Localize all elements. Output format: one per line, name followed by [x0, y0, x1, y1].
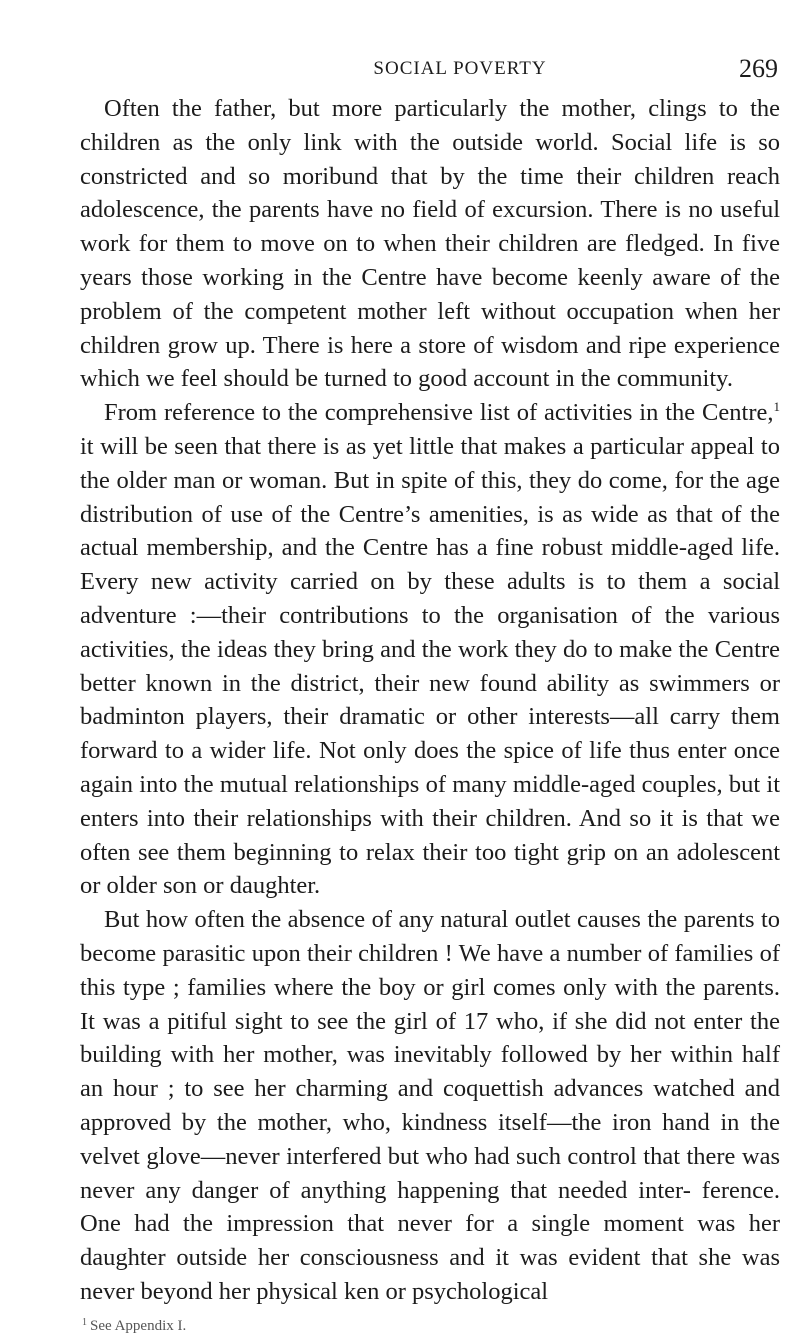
running-title: SOCIAL POVERTY — [373, 58, 547, 79]
body-text — [80, 92, 780, 1309]
footnote-marker: 1 — [82, 1316, 87, 1328]
paragraph-text: From reference to the comprehensive list of activities in the Centre, — [104, 399, 774, 427]
paragraph: Often the father, but more particularly the mother, clings to the children as the only link with the outside world. Social life is so constricted and so moribund that by the time their children reach adolescence, the parents have no field of excursion. There is no useful work for them to move on to when their children are fledged. In five years those working in the Centre have become keenly aware of the problem of the competent mother left without occupation when her children grow up. There is here a store of wisdom and ripe experience which we feel should be turned to good account in the community. — [80, 95, 780, 393]
footnote-text: See Appendix I. — [90, 1317, 187, 1334]
book-page — [80, 54, 780, 1336]
paragraph: But how often the absence of any natural outlet causes the parents to become parasitic upon their children ! We have a number of families of this type ; families where the boy or girl comes only with the parents. It was a pitiful sight to see the girl of 17 who, if she did not enter the building with her mother, was inevitably followed by her within half an hour ; to see her charming and coquettish advances watched and approved by the mother, who, kindness itself—the iron hand in the velvet glove—never interfered but who had such control that there was never any danger of anything happening that needed inter- ference. One had the impression that never for a single moment was her daughter outside her consciousness and it was evident that she was never beyond her physical ken or psychological — [80, 906, 780, 1305]
footnote-reference: 1 — [773, 399, 780, 415]
page-number: 269 — [739, 54, 778, 83]
paragraph-text: it will be seen that there is as yet little that makes a particular appeal to the older man or woman. But in spite of this, they do come, for the age distribution of use of the Centre’s amenities, is as wide as that of the actual membership, and the Centre has a fine robust middle-aged life. Every new activity carried on by these adults is to them a social adventure :—their contributions to the organisation of the various activities, the ideas they bring and the work they do to make the Centre better known in the district, their new found ability as swimmers or badminton players, their dramatic or other interests—all carry them forward to a wider life. Not only does the spice of life thus enter once again into the mutual relationships of many middle-aged couples, but it enters into their relationships with their children. And so it is that we often see them beginning to relax their too tight grip on an adolescent or older son or daughter. — [80, 432, 780, 900]
paragraph — [80, 396, 780, 903]
running-header — [80, 54, 780, 88]
footnote — [80, 1313, 780, 1336]
